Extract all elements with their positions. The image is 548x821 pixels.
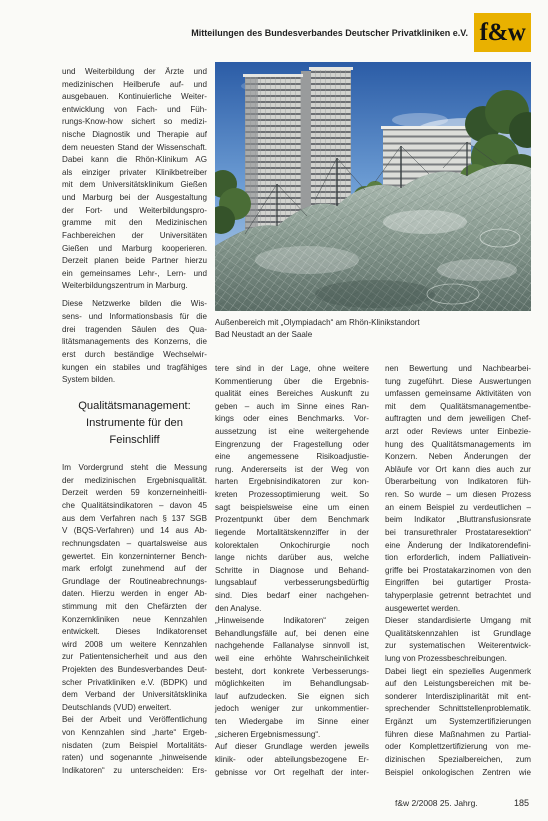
text-line: ein gemeinsames Lehr-, Lern- und bbox=[62, 268, 207, 278]
text-line: Eingriffen bei gutartiger Prosta- bbox=[385, 578, 531, 588]
text-line: Ergänzt um Systemzertifizierungen bbox=[385, 717, 531, 727]
text-line: Prozentpunkt über dem Benchmark bbox=[215, 515, 369, 525]
text-line: Derzeit werden 59 konzerneinheitli- bbox=[62, 488, 207, 498]
paragraph bbox=[215, 363, 369, 615]
text-line: nachgehende Fallanalyse sinnvoll ist, bbox=[215, 641, 369, 651]
text-line: tung zugeführt. Diese Auswertungen bbox=[385, 376, 531, 386]
logo-text: f&w bbox=[479, 19, 526, 46]
text-line: den Analyse. bbox=[215, 603, 262, 613]
paragraph bbox=[215, 615, 369, 741]
text-line: „Hinweisende Indikatoren“ zeigen bbox=[215, 616, 369, 626]
paragraph bbox=[62, 714, 207, 777]
text-line: kungen ein stabiles und tragfähiges bbox=[62, 362, 207, 372]
text-line: zur systematischen Weiterentwick- bbox=[385, 641, 531, 651]
photo-caption bbox=[215, 317, 515, 341]
text-line: Konzernkliniken neue Kennzahlen bbox=[62, 614, 207, 624]
text-line: drei tragenden Säulen des Qua- bbox=[62, 324, 207, 334]
text-line: Abläufe vor Ort kann dies auch zur bbox=[385, 464, 531, 474]
text-line: Im Vordergrund steht die Messung bbox=[62, 463, 207, 473]
text-line: lungsablauf verbesserungsbedürftig bbox=[215, 578, 369, 588]
text-line: erst durch beständige Wechselwir- bbox=[62, 349, 207, 359]
paragraph bbox=[385, 615, 531, 665]
text-line: weil eine erhöhte Wahrscheinlichkeit bbox=[215, 654, 369, 664]
paragraph bbox=[62, 462, 207, 714]
text-line: Gießen und Marburg kooperieren. bbox=[62, 243, 207, 253]
text-line: Weiterbildungszentrum in Marburg. bbox=[62, 281, 188, 291]
paragraph bbox=[215, 741, 369, 779]
text-line: liegende Mortalitätskennziffer in der bbox=[215, 527, 369, 537]
text-line: Behandlungsfälle auf, bei denen eine bbox=[215, 628, 369, 638]
text-line: klinik- oder abteilungsbezogene Er- bbox=[215, 754, 369, 764]
text-line: auftragten und dem jeweiligen Chef- bbox=[385, 414, 531, 424]
text-line: sprechender Schnittstellenproblematik. bbox=[385, 704, 531, 714]
text-line: jedoch weniger zur unkommentier- bbox=[215, 704, 369, 714]
text-line: stimmung mit den Chefärzten der bbox=[62, 601, 207, 611]
text-line: aussetzung ist eine weitergehende bbox=[215, 427, 369, 437]
paragraph bbox=[62, 66, 207, 293]
text-line: litätsmanagements des Konzerns, die bbox=[62, 337, 207, 347]
right-column bbox=[385, 363, 531, 779]
left-column bbox=[62, 66, 207, 777]
text-line: rung. Andererseits ist der Weg von bbox=[215, 464, 369, 474]
text-line: arzt oder Reviews unter Einbezie- bbox=[385, 427, 531, 437]
text-line: che Qualitätsindikatoren – davon 45 bbox=[62, 501, 207, 511]
text-line: zur Patientensicherheit und aus den bbox=[62, 652, 207, 662]
text-line: dem neuesten Stand der Wissenschaft. bbox=[62, 142, 207, 152]
text-line: hung des Qualitätsmanagements im bbox=[385, 439, 531, 449]
footer-issue: f&w 2/2008 25. Jahrg. bbox=[395, 798, 478, 808]
text-line: wird 2008 um weitere Kennzahlen bbox=[62, 639, 207, 649]
text-line: umfassen gemeinsame Aktivitäten von bbox=[385, 389, 531, 399]
text-line: als einziger privater Klinikbetreiber bbox=[62, 167, 207, 177]
text-line: eine Änderung der Indikatorendefini- bbox=[385, 540, 531, 550]
text-line: führen diese Maßnahmen zu Partial- bbox=[385, 729, 531, 739]
text-line: gramme mit den Medizinischen bbox=[62, 218, 207, 228]
text-line: kolorektalen Onkochirurgie noch bbox=[215, 540, 369, 550]
caption-line: Außenbereich mit „Olympiadach“ am Rhön-Klinikstandort bbox=[215, 318, 420, 327]
text-line: medizinischen Heilberufe auf- und bbox=[62, 79, 207, 89]
middle-column bbox=[215, 363, 369, 779]
text-line: rungs-Know-how sichert so medizi- bbox=[62, 117, 207, 127]
text-line: bei transurethraler Prostataresektion“ bbox=[385, 527, 531, 537]
text-line: Kommentierung über die Ergebnis- bbox=[215, 376, 369, 386]
text-line: qualität eines Bereiches Auskunft zu bbox=[215, 389, 369, 399]
text-line: kreten Prozessoptimierung weit. So bbox=[215, 490, 369, 500]
text-line: nische Diagnostik und Therapie auf bbox=[62, 130, 207, 140]
text-line: ausgebauen. Kontinuierliche Weiter- bbox=[62, 92, 207, 102]
text-line: lange nichts darüber aus, welche bbox=[215, 553, 369, 563]
text-line: gewertet. Ein konzerninterner Bench- bbox=[62, 551, 207, 561]
text-line: sind. Dies bedarf einer nachgehen- bbox=[215, 590, 369, 600]
text-line: rechnungsdaten – quartalsweise aus bbox=[62, 538, 207, 548]
text-line: besteht, dort konkrete Verbesserungs- bbox=[215, 666, 369, 676]
text-line: V (BQS-Verfahren) und 14 aus Ab- bbox=[62, 526, 207, 536]
text-line: nen Bewertung und Nachbearbei- bbox=[385, 364, 531, 373]
text-line: sagt beispielsweise eine um einen bbox=[215, 502, 369, 512]
text-line: auf den Leistungsbereichen mit be- bbox=[385, 679, 531, 689]
fw-logo bbox=[474, 13, 531, 52]
text-line: Deutschlands (VUD) erweitert. bbox=[62, 702, 172, 712]
header-title: Mitteilungen des Bundesverbandes Deutscher Privatkliniken e.V. bbox=[191, 28, 468, 38]
text-line: Qualitätskennzahlen ist Grundlage bbox=[385, 628, 531, 638]
text-line: Eingrenzung der Fragestellung oder bbox=[215, 439, 369, 449]
text-line: entwickelt. Dieses Indikatorenset bbox=[62, 627, 207, 637]
text-line: mark erfolgt zunehmend auf der bbox=[62, 564, 207, 574]
text-line: sens- und Informationsbasis für die bbox=[62, 312, 207, 322]
text-line: ausgewertet werden. bbox=[385, 603, 461, 613]
text-line: Konzern. Neben Änderungen der bbox=[385, 452, 531, 462]
text-line: geben – auch im Sinne eines Ran- bbox=[215, 401, 369, 411]
text-line: mit dem Universitätsklinikum Gießen bbox=[62, 180, 207, 190]
text-line: nisdaten (zum Beispiel Mortalitäts- bbox=[62, 740, 207, 750]
paragraph bbox=[62, 298, 207, 386]
heading-line: Instrumente für den bbox=[85, 417, 183, 430]
heading-line: Feinschliff bbox=[109, 434, 160, 447]
caption-line: Bad Neustadt an der Saale bbox=[215, 330, 313, 339]
text-line: raten) und sogenannte „hinweisende bbox=[62, 753, 207, 763]
text-line: möglichkeiten im Behandlungsab- bbox=[215, 679, 369, 689]
text-line: harten Ergebnisindikatoren zur kon- bbox=[215, 477, 369, 487]
text-line: ten Wiedergabe im Sinne einer bbox=[215, 717, 369, 727]
text-line: Diese Netzwerke bilden die Wis- bbox=[62, 299, 207, 309]
text-line: eine angemessene Risikoadjustie- bbox=[215, 452, 369, 462]
text-line: Projekten des Bundesverbandes Deut- bbox=[62, 664, 207, 674]
text-line: scher Privatkliniken e.V. (BDPK) und bbox=[62, 677, 207, 687]
text-line: der medizinischen Ergebnisqualität. bbox=[62, 475, 207, 485]
text-line: Beispiel onkologischen Zentren wie bbox=[385, 767, 531, 777]
text-line: tahyperplasie getrennt betrachtet und bbox=[385, 590, 531, 600]
text-line: Dieser standardisierte Umgang mit bbox=[385, 616, 531, 626]
text-line: daten. Hierzu werden in enger Ab- bbox=[62, 589, 207, 599]
text-line: tere sind in der Lage, ohne weitere bbox=[215, 364, 369, 373]
section-heading bbox=[62, 398, 207, 449]
text-line: lauf aufzudecken. Sie eignen sich bbox=[215, 691, 369, 701]
text-line: tion erforderlich, indem Palliativein- bbox=[385, 553, 531, 563]
text-line: aus dem Verfahren nach § 137 SGB bbox=[62, 513, 207, 523]
text-line: an einem Beispiel zu verdeutlichen – bbox=[385, 502, 531, 512]
heading-line: Qualitätsmanagement: bbox=[78, 400, 191, 413]
text-line: Dabei kann die Rhön-Klinikum AG bbox=[62, 155, 207, 165]
text-line: Überarbeitung von Indikatoren füh- bbox=[385, 477, 531, 487]
text-line: beim Indikator „Bluttransfusionsrate bbox=[385, 515, 531, 525]
paragraph bbox=[385, 363, 531, 615]
photo-olympiadach bbox=[215, 62, 531, 311]
text-line: sonderer Interdisziplinarität mit ent- bbox=[385, 691, 531, 701]
text-line: entwicklung von Fach- und Füh- bbox=[62, 104, 207, 114]
text-line: oder Komplettzertifizierung von me- bbox=[385, 742, 531, 752]
text-line: lung von Prozessbeschreibungen. bbox=[385, 654, 507, 664]
paragraph bbox=[385, 666, 531, 779]
text-line: Grundlage der Routineabrechnungs- bbox=[62, 576, 207, 586]
text-line: Bei der Arbeit und Veröffentlichung bbox=[62, 715, 207, 725]
text-line: von Kennzahlen sind „harte“ Ergeb- bbox=[62, 728, 207, 738]
text-line: Schritte in Diagnose und Behand- bbox=[215, 565, 369, 575]
text-line: ren. So wurde – um diesen Prozess bbox=[385, 490, 531, 500]
text-line: kings oder eines Benchmarks. Vor- bbox=[215, 414, 369, 424]
text-line: dem Verband der Universitätsklinika bbox=[62, 690, 207, 700]
text-line: Indikatoren“ zu unterscheiden: Ers- bbox=[62, 765, 207, 775]
text-line: System bilden. bbox=[62, 375, 116, 385]
text-line: der Fort- und Weiterbildungspro- bbox=[62, 205, 207, 215]
text-line: Dabei liegt ein spezielles Augenmerk bbox=[385, 666, 531, 676]
text-line: griffe bei Prostatakarzinomen von den bbox=[385, 565, 531, 575]
text-line: mit dem Qualitätsmanagementbe- bbox=[385, 401, 531, 411]
page-number: 185 bbox=[514, 798, 530, 808]
text-line: dizinischen Spezialbereichen, zum bbox=[385, 754, 531, 764]
text-line: Fachbereichen der Universitäten bbox=[62, 230, 207, 240]
text-line: und Weiterbildung der Ärzte und bbox=[62, 67, 207, 76]
text-line: „sicheren Ergebnismessung“. bbox=[215, 729, 321, 739]
text-line: gebnisse vor Ort regelhaft der inter- bbox=[215, 767, 369, 777]
text-line: Derzeit planen beide Partner hierzu bbox=[62, 256, 207, 266]
text-line: Auf dieser Grundlage werden jeweils bbox=[215, 742, 369, 752]
text-line: und Marburg bei der Ausgestaltung bbox=[62, 193, 207, 203]
